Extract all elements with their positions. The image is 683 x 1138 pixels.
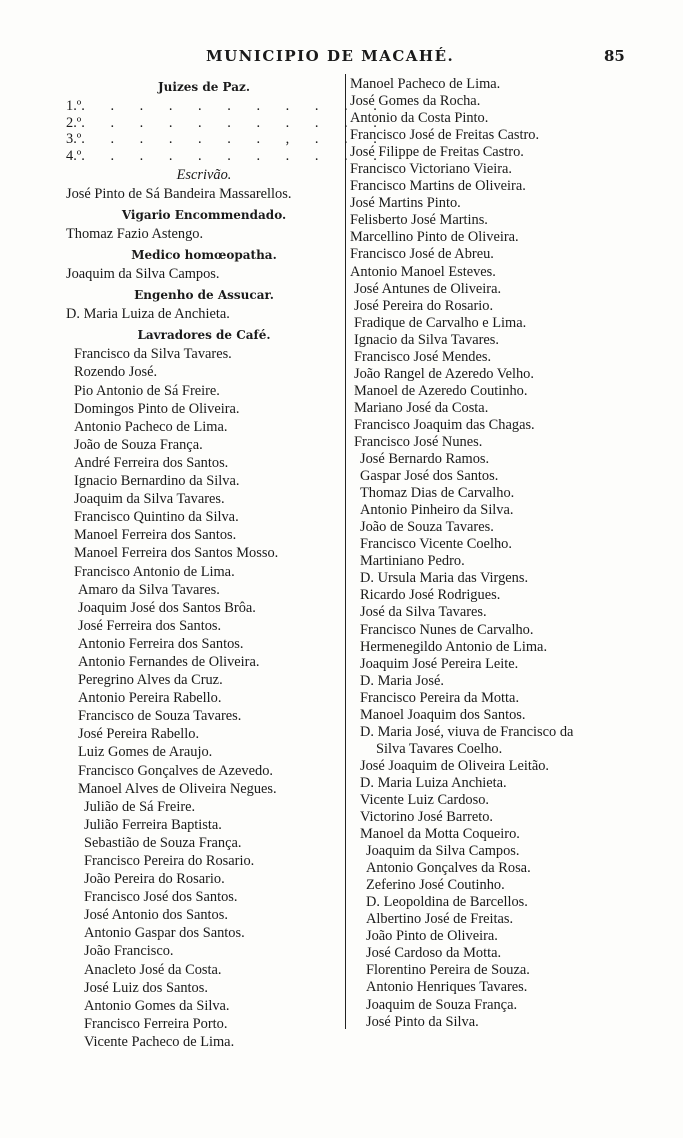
list-item: João de Souza Tavares. [360, 519, 494, 536]
list-item: Peregrino Alves da Cruz. [78, 672, 223, 689]
list-item: Rozendo José. [74, 364, 158, 381]
list-item: D. Maria José. [360, 672, 444, 689]
vacancy-ordinal: 3.º [66, 131, 82, 147]
vigario-name: Thomaz Fazio Astengo. [66, 226, 204, 243]
list-item: André Ferreira dos Santos. [74, 454, 229, 471]
list-item: Manoel Ferreira dos Santos Mosso. [74, 545, 279, 562]
list-item: Joaquim de Souza França. [366, 996, 518, 1013]
leader-dots: . . . . . . . . . . . [81, 98, 388, 114]
list-item: D. Maria José, viuva de Francisco da [360, 723, 574, 740]
list-item: Francisco Pereira da Motta. [360, 689, 520, 706]
list-item: Luiz Gomes de Araujo. [78, 744, 213, 761]
vacancy-line [66, 147, 388, 165]
engenho-name: D. Maria Luiza de Anchieta. [66, 306, 230, 323]
list-item: Zeferino José Coutinho. [366, 877, 505, 894]
list-item: Manoel Ferreira dos Santos. [74, 527, 237, 544]
list-item: Francisco Nunes de Carvalho. [360, 621, 534, 638]
list-item: Ignacio Bernardino da Silva. [74, 473, 240, 490]
list-item: Francisco José dos Santos. [84, 889, 238, 906]
list-item: Fradique de Carvalho e Lima. [354, 314, 527, 331]
list-item: José Bernardo Ramos. [360, 451, 490, 468]
list-item: Antonio Pinheiro da Silva. [360, 502, 514, 519]
list-item: Francisco José de Freitas Castro. [350, 127, 540, 144]
list-item: José Antunes de Oliveira. [354, 280, 502, 297]
list-item: Marcellino Pinto de Oliveira. [350, 229, 519, 246]
running-head [0, 47, 683, 69]
list-item: Gaspar José dos Santos. [360, 468, 499, 485]
list-item: Anacleto José da Costa. [84, 961, 222, 978]
list-item: Francisco Quintino da Silva. [74, 509, 239, 526]
list-item: José Antonio dos Santos. [84, 907, 228, 924]
list-item: Antonio Pereira Rabello. [78, 690, 222, 707]
list-item: Mariano José da Costa. [354, 399, 489, 416]
page-title: MUNICIPIO DE MACAHÉ. [206, 47, 455, 65]
list-item: Vicente Pacheco de Lima. [84, 1033, 235, 1050]
vigario-heading: Vigario Encommendado. [121, 208, 287, 223]
list-item: Manoel Pacheco de Lima. [350, 76, 501, 92]
list-item: João de Souza França. [74, 436, 203, 453]
list-item: José Ferreira dos Santos. [78, 617, 222, 634]
list-item: José Pereira Rabello. [78, 726, 200, 743]
vacancy-line [66, 114, 388, 132]
left-column [66, 76, 388, 1052]
page-number: 85 [604, 47, 625, 65]
list-item: D. Leopoldina de Barcellos. [366, 894, 528, 911]
list-item: Julião de Sá Freire. [84, 798, 196, 815]
list-item: Francisco de Souza Tavares. [78, 708, 242, 725]
list-item: Antonio Manoel Esteves. [350, 263, 496, 280]
medico-name: Joaquim da Silva Campos. [66, 266, 220, 283]
list-item: Francisco Vicente Coelho. [360, 536, 512, 553]
list-item: Antonio Pacheco de Lima. [74, 418, 228, 435]
engenho-heading: Engenho de Assucar. [134, 288, 274, 303]
medico-heading: Medico homœopatha. [131, 248, 277, 263]
list-item: Florentino Pereira de Souza. [366, 962, 530, 979]
list-item: José Pereira do Rosario. [354, 297, 494, 314]
leader-dots: . . . . . . . . . . . [81, 114, 388, 131]
list-item: Ricardo José Rodrigues. [360, 587, 501, 604]
list-item: Antonio Fernandes de Oliveira. [78, 653, 260, 670]
list-item: Pio Antonio de Sá Freire. [74, 382, 220, 399]
list-item: José Luiz dos Santos. [84, 979, 208, 996]
list-item: José Joaquim de Oliveira Leitão. [360, 757, 550, 774]
list-item: Albertino José de Freitas. [366, 911, 514, 928]
list-item: José da Silva Tavares. [360, 604, 487, 621]
list-item: Manoel da Motta Coqueiro. [360, 826, 520, 843]
list-item: Francisco Victoriano Vieira. [350, 161, 512, 178]
leader-dots: . . . . . . . , . . . [81, 131, 388, 147]
list-item: Joaquim da Silva Campos. [366, 843, 520, 860]
list-item: Antonio Gomes da Silva. [84, 997, 230, 1014]
list-item: Martiniano Pedro. [360, 553, 465, 570]
list-item: Manoel de Azeredo Coutinho. [354, 382, 528, 399]
vacancy-ordinal: 2.º [66, 114, 82, 131]
list-item: Antonio Ferreira dos Santos. [78, 635, 244, 652]
vacancy-ordinal: 4.º [66, 147, 82, 164]
juizes-heading: Juizes de Paz. [157, 80, 250, 94]
list-item: Antonio Gonçalves da Rosa. [366, 860, 531, 877]
list-item: Antonio da Costa Pinto. [350, 110, 489, 127]
list-item: Antonio Henriques Tavares. [366, 979, 528, 996]
list-item: José Cardoso da Motta. [366, 945, 502, 962]
list-item: Joaquim José Pereira Leite. [360, 655, 519, 672]
list-item: João Rangel de Azeredo Velho. [354, 365, 534, 382]
list-item: Antonio Gaspar dos Santos. [84, 925, 245, 942]
list-item: Amaro da Silva Tavares. [78, 581, 220, 598]
list-item: Julião Ferreira Baptista. [84, 816, 222, 833]
list-item: Joaquim José dos Santos Brôa. [78, 599, 256, 616]
list-item: Francisco Ferreira Porto. [84, 1015, 228, 1032]
list-item: Vicente Luiz Cardoso. [360, 791, 490, 808]
list-item: Victorino José Barreto. [360, 809, 494, 826]
list-item: João Francisco. [84, 943, 174, 960]
lavradores-heading: Lavradores de Café. [137, 328, 271, 343]
vacancy-ordinal: 1.º [66, 98, 82, 114]
vacancy-line [66, 98, 388, 115]
list-item: Francisco Gonçalves de Azevedo. [78, 762, 274, 779]
list-item: D. Ursula Maria das Virgens. [360, 570, 529, 587]
list-item: Francisco José Mendes. [354, 348, 492, 365]
list-item: José Gomes da Rocha. [350, 93, 481, 110]
list-item: Francisco Pereira do Rosario. [84, 853, 255, 869]
list-item: Francisco Joaquim das Chagas. [354, 416, 535, 433]
list-item: Ignacio da Silva Tavares. [354, 331, 499, 348]
list-item: Domingos Pinto de Oliveira. [74, 400, 240, 417]
list-item: José Martins Pinto. [350, 195, 461, 212]
list-item: Francisco José de Abreu. [350, 246, 494, 263]
list-item: Francisco José Nunes. [354, 433, 483, 450]
list-item: Francisco Martins de Oliveira. [350, 178, 526, 195]
list-item: Thomaz Dias de Carvalho. [360, 485, 515, 502]
list-item: D. Maria Luiza Anchieta. [360, 774, 507, 791]
list-item: José Pinto da Silva. [366, 1013, 479, 1030]
list-item: Joaquim da Silva Tavares. [74, 491, 225, 508]
leader-dots: . . . . . . . . . . . [81, 147, 388, 164]
list-item: João Pereira do Rosario. [84, 871, 225, 888]
list-item: Sebastião de Souza França. [84, 834, 242, 851]
list-item: Manoel Alves de Oliveira Negues. [78, 780, 277, 797]
list-item: Hermenegildo Antonio de Lima. [360, 638, 548, 655]
right-column [350, 76, 650, 1031]
list-item: João Pinto de Oliveira. [366, 928, 498, 945]
list-item: Felisberto José Martins. [350, 212, 488, 229]
list-item: Francisco da Silva Tavares. [74, 346, 232, 363]
vacancy-line [66, 131, 388, 148]
list-item-continuation: Silva Tavares Coelho. [376, 740, 503, 757]
escrivao-name: José Pinto de Sá Bandeira Massarellos. [66, 186, 292, 202]
column-divider [345, 74, 346, 1029]
list-item: Francisco Antonio de Lima. [74, 563, 235, 580]
list-item: José Filippe de Freitas Castro. [350, 144, 524, 161]
list-item: Manoel Joaquim dos Santos. [360, 706, 526, 723]
escrivao-heading: Escrivão. [176, 167, 232, 183]
